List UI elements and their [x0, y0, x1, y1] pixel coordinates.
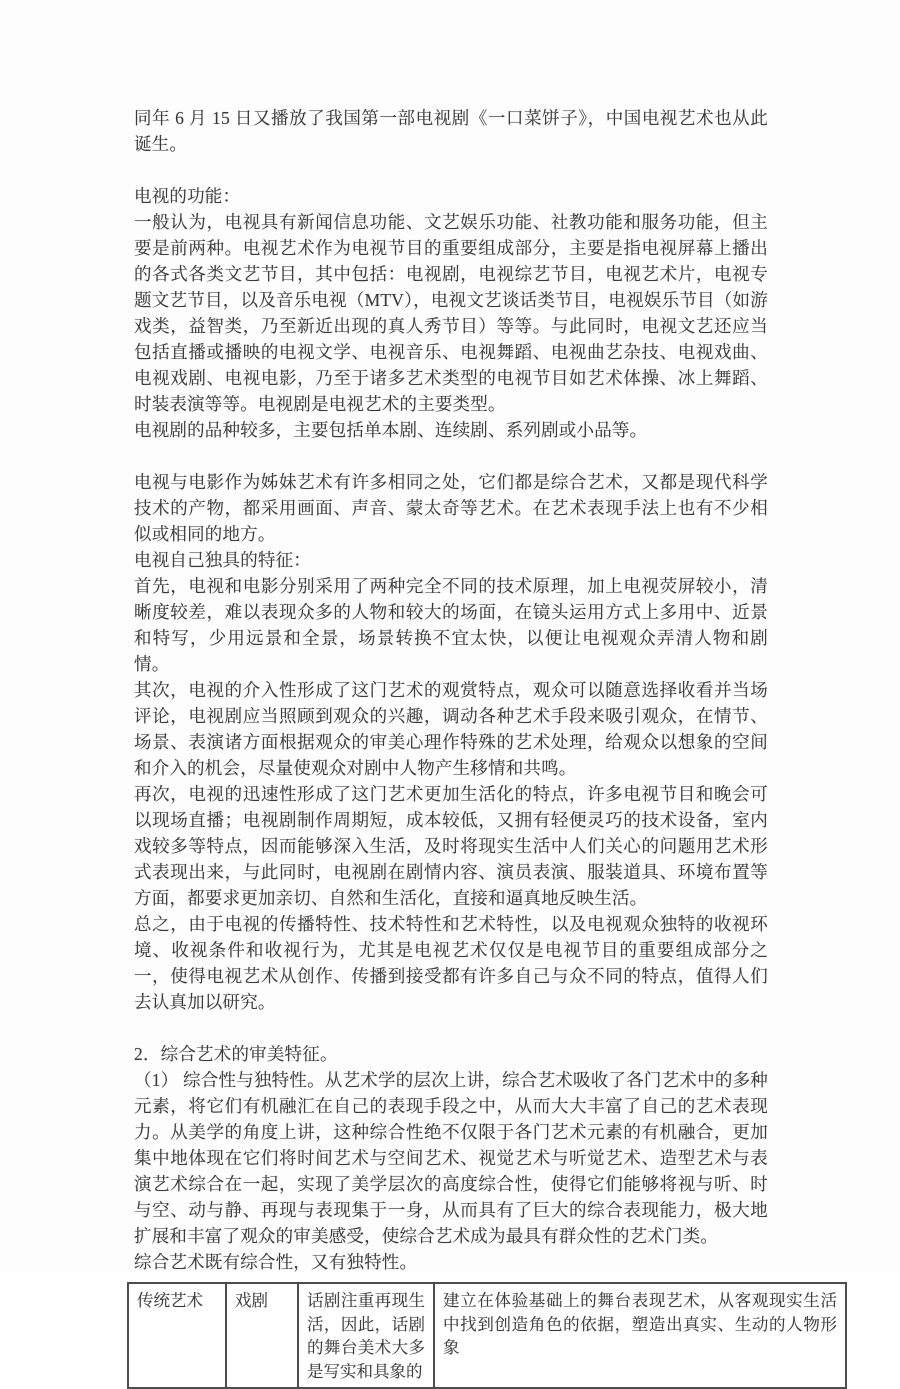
paragraph-tv-functions: 一般认为，电视具有新闻信息功能、文艺娱乐功能、社教功能和服务功能，但主要是前两种。电视艺术作为电视节目的重要组成部分，主要是指电视屏幕上播出的各式各类文艺节目，其中包括：电视剧，电视综艺节目，电视艺术片，电视专题文艺节目，以及音乐电视（MTV），电视文艺谈话类节目，电视娱乐节目（如游戏类，益智类，乃至新近出现的真人秀节目）等等。与此同时，电视文艺还应当包括直播或播映的电视文学、电视音乐、电视舞蹈、电视曲艺杂技、电视戏曲、电视戏剧、电视电影，乃至于诸多艺术类型的电视节目如艺术体操、冰上舞蹈、时装表演等等。电视剧是电视艺术的主要类型。: [134, 212, 768, 414]
table-row: [128, 1283, 846, 1388]
cell-art-category: 传统艺术: [128, 1283, 226, 1388]
paragraph-comprehensiveness: （1） 综合性与独特性。从艺术学的层次上讲，综合艺术吸收了各门艺术中的多种元素，将它们有机融汇在自己的表现手段之中，从而大大丰富了自己的艺术表现力。从美学的角度上讲，这种综合性绝不仅限于各门艺术元素的有机融合，更加集中地体现在它们将时间艺术与空间艺术、视觉艺术与听觉艺术、造型艺术与表演艺术综合在一起，实现了美学层次的高度综合性，使得它们能够将视与听、时与空、动与静、再现与表现集于一身，从而具有了巨大的综合表现能力，极大地扩展和丰富了观众的审美感受，使综合艺术成为最具有群众性的艺术门类。: [134, 1070, 768, 1246]
paragraph-both-qualities: 综合艺术既有综合性，又有独特性。: [134, 1252, 418, 1272]
heading-aesthetic-features: 2．综合艺术的审美特征。: [134, 1044, 338, 1064]
cell-performance-note: 建立在体验基础上的舞台表现艺术，从客观现实生活中找到创造角色的依据，塑造出真实、生动的人物形象: [434, 1283, 846, 1388]
traditional-art-comparison-table: [127, 1282, 847, 1389]
cell-art-form: 戏剧: [226, 1283, 298, 1388]
paragraph-tv-drama-types: 电视剧的品种较多，主要包括单本剧、连续剧、系列剧或小品等。: [134, 420, 648, 440]
document-body: [134, 105, 837, 1389]
heading-tv-functions: 电视的功能：: [134, 186, 241, 206]
cell-stage-design-note: 话剧注重再现生活，因此，话剧的舞台美术大多是写实和具象的: [298, 1283, 434, 1388]
paragraph-birth-of-tv-drama: 同年 6 月 15 日又播放了我国第一部电视剧《一口菜饼子》，中国电视艺术也从此诞生。: [134, 108, 768, 154]
paragraph-feature-first: 首先，电视和电影分别采用了两种完全不同的技术原理，加上电视荧屏较小，清晰度较差，难以表现众多的人物和较大的场面，在镜头运用方式上多用中、近景和特写，少用远景和全景，场景转换不宜太快，以便让电视观众弄清人物和剧情。: [134, 576, 768, 674]
paragraph-summary: 总之，由于电视的传播特性、技术特性和艺术特性，以及电视观众独特的收视环境、收视条件和收视行为，尤其是电视艺术仅仅是电视节目的重要组成部分之一，使得电视艺术从创作、传播到接受都有许多自己与众不同的特点，值得人们去认真加以研究。: [134, 914, 768, 1012]
paragraph-feature-second: 其次，电视的介入性形成了这门艺术的观赏特点，观众可以随意选择收看并当场评论，电视剧应当照顾到观众的兴趣，调动各种艺术手段来吸引观众，在情节、场景、表演诸方面根据观众的审美心理作特殊的艺术处理，给观众以想象的空间和介入的机会，尽量使观众对剧中人物产生移情和共鸣。: [134, 680, 768, 778]
heading-tv-unique-features: 电视自己独具的特征：: [134, 550, 311, 570]
paragraph-feature-third: 再次，电视的迅速性形成了这门艺术更加生活化的特点，许多电视节目和晚会可以现场直播；电视剧制作周期短，成本较低，又拥有轻便灵巧的技术设备，室内戏较多等特点，因而能够深入生活，及时将现实生活中人们关心的问题用艺术形式表现出来，与此同时，电视剧在剧情内容、演员表演、服装道具、环境布置等方面，都要求更加亲切、自然和生活化，直接和逼真地反映生活。: [134, 784, 768, 908]
paragraph-tv-vs-film: 电视与电影作为姊妹艺术有许多相同之处，它们都是综合艺术，又都是现代科学技术的产物，都采用画面、声音、蒙太奇等艺术。在艺术表现手法上也有不少相似或相同的地方。: [134, 472, 768, 544]
